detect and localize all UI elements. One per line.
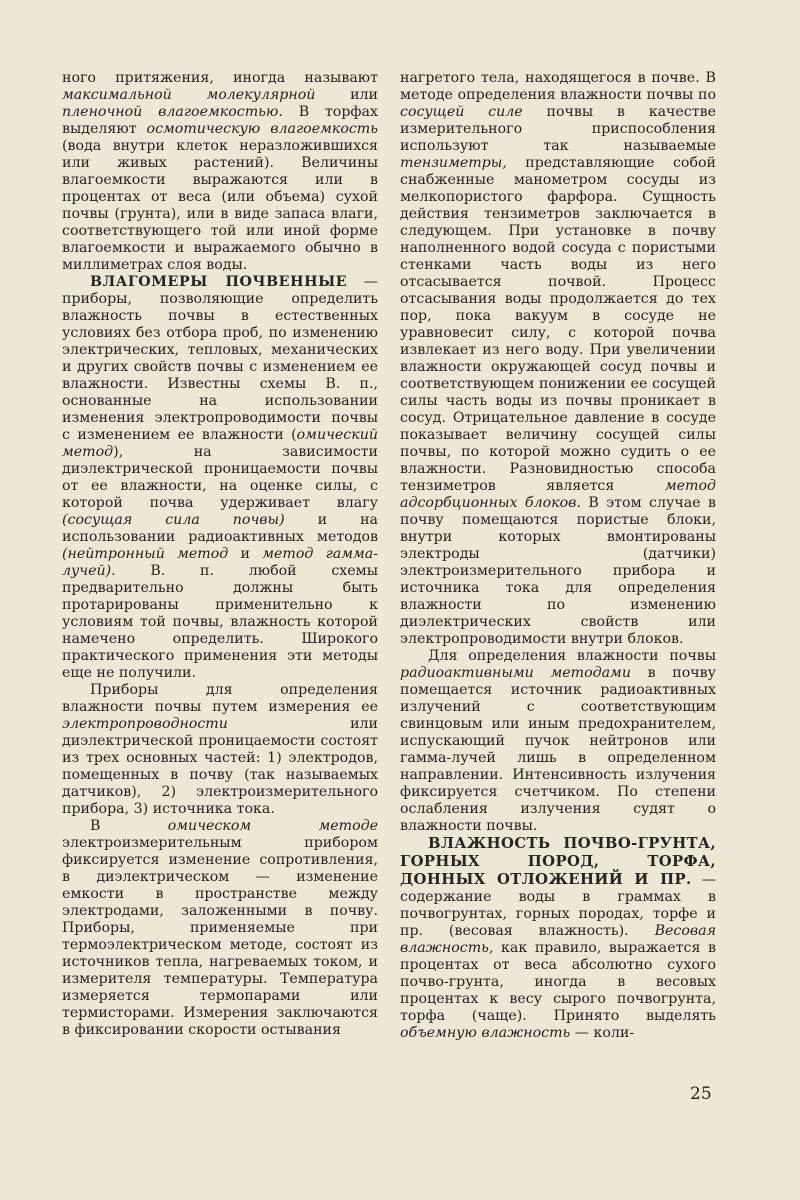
- italic-term: пленочной влагоемкостью.: [62, 104, 283, 120]
- italic-term: осмотическую влагоемкость: [146, 121, 378, 137]
- text: представляющие собой снабженные манометром сосуды из мелкопористого фарфора. Сущность действия тензиметров заключается в следующем. При установке в почву наполненного водой сосуда с пористыми стенками часть воды из него отсасывается почвой. Процесс отсасывания воды продолжается до тех пор, пока вакуум в сосуде не уравновесит силу, с которой почва извлекает из него воду. При увеличении влажности окружающей сосуд почвы и соответствующем понижении ее сосущей силы часть воды из почвы проникает в сосуд. Отрицательное давление в сосуде показывает величину сосущей силы почвы, по которой можно судить о ее влажности. Разновидностью способа тензиметров является: [400, 155, 716, 494]
- paragraph-tensiometers: [400, 70, 716, 648]
- text: (вода внутри клеток неразложившихся или живых растений). Величины влагоемкости выражаются или в процентах от веса (или объема) сухой почвы (грунта), или в виде запаса влаги, соответствующего той или иной форме влагоемкости и выражаемого обычно в миллиметрах слоя воды.: [62, 138, 378, 273]
- text: — приборы, позволяющие определить влажность почвы в естественных условиях без отбора проб, по изменению электрических, тепловых, механических и других свойств почвы с изменением ее влажности. Известны схемы В. п., основанные на использовании изменения электропроводимости почвы с изменением ее влажности (: [62, 274, 378, 443]
- text: ного притяжения, иногда называют: [62, 70, 378, 86]
- italic-term: максимальной молекулярной: [62, 87, 316, 103]
- italic-term: тензиметры,: [400, 155, 507, 171]
- entry-heading: ВЛАГОМЕРЫ ПОЧВЕННЫЕ: [90, 274, 348, 290]
- italic-term: сосущей силе: [400, 104, 523, 120]
- italic-term: (сосущая сила почвы): [62, 512, 285, 528]
- paragraph-water-capacity-end: [62, 70, 378, 274]
- paragraph-devices: [62, 682, 378, 818]
- italic-term: омическом методе: [167, 818, 378, 834]
- text: В этом случае в почву помещаются пористые блоки, внутри которых вмонтированы электроды (датчики) электроизмерительного прибора и источника тока для определения влажности по изменению диэлектрических свойств или электропроводимости внутри блоков.: [400, 495, 716, 647]
- italic-term: омический метод: [62, 427, 378, 460]
- entry-soil-moisture-meters: [62, 274, 378, 682]
- paragraph-radioactive-methods: [400, 648, 716, 835]
- text: или: [315, 87, 379, 103]
- right-column: [400, 70, 716, 1042]
- entry-soil-moisture: [400, 835, 716, 1042]
- left-column: [62, 70, 378, 1039]
- italic-term: объемную влажность: [400, 1025, 571, 1041]
- text: как правило, выражается в процентах от веса абсолютно сухого почво-грунта, иногда в весовых процентах к весу сырого почвогрунта, торфа (чаще). Принято выделять: [400, 940, 716, 1024]
- text: . В. п. любой схемы предварительно должны быть протарированы применительно к условиям той почвы, влажность которой намечено определить. Широкого практического применения эти методы еще не получили.: [62, 563, 378, 681]
- text: Приборы для определения влажности почвы путем измерения ее: [62, 682, 378, 715]
- text: — содержание воды в граммах в почвогрунтах, горных породах, торфе и пр. (весовая влажность).: [400, 872, 717, 939]
- text: электроизмерительным прибором фиксируется изменение сопротивления, в диэлектрическом — изменение емкости в пространстве между электродами, заложенными в почву. Приборы, применяемые при термоэлектрическом методе, состоят из источников тепла, нагреваемых током, и измерителя температуры. Температура измеряется термопарами или термисторами. Измерения заключаются в фиксировании скорости остывания: [62, 835, 378, 1038]
- text: нагретого тела, находящегося в почве. В методе определения влажности почвы по: [400, 70, 716, 103]
- text: и на использовании радиоактивных методов: [62, 512, 378, 545]
- text: — коли-: [570, 1025, 635, 1041]
- italic-term: электропроводности: [62, 716, 228, 732]
- text: почвы в качестве измерительного приспособления используют так называемые: [400, 104, 716, 154]
- text: в почву помещается источник радиоактивных излучений с соответствующим свинцовым или иным предохранителем, испускающий пучок нейтронов или гамма-лучей лишь в определенном направлении. Интенсивность излучения фиксируется счетчиком. По степени ослабления излучения судят о влажности почвы.: [400, 665, 716, 834]
- paragraph-ohmic-method: [62, 818, 378, 1039]
- italic-term: метод адсорбционных блоков.: [400, 478, 716, 511]
- text: Для определения влажности почвы: [428, 648, 716, 664]
- text: и: [228, 546, 263, 562]
- italic-term: Весовая влажность,: [400, 923, 716, 956]
- text: В торфах выделяют: [62, 104, 378, 137]
- text: или диэлектрической проницаемости состоят из трех основных частей: 1) электродов, помещенных в почву (так называемых датчиков), 2) электроизмерительного прибора, 3) источника тока.: [62, 716, 378, 817]
- page-number: 25: [690, 1084, 712, 1104]
- italic-term: метод гамма-лучей): [62, 546, 378, 579]
- italic-term: радиоактивными методами: [400, 665, 631, 681]
- entry-heading: ВЛАЖНОСТЬ ПОЧВО-ГРУНТА, ГОРНЫХ ПОРОД, ТОРФА, ДОННЫХ ОТЛОЖЕНИЙ И ПР.: [400, 835, 716, 888]
- text: ), на зависимости диэлектрической проницаемости почвы от ее влажности, на оценке силы, с которой почва удерживает влагу: [62, 444, 378, 511]
- italic-term: (нейтронный метод: [62, 546, 229, 562]
- text: В: [90, 818, 168, 834]
